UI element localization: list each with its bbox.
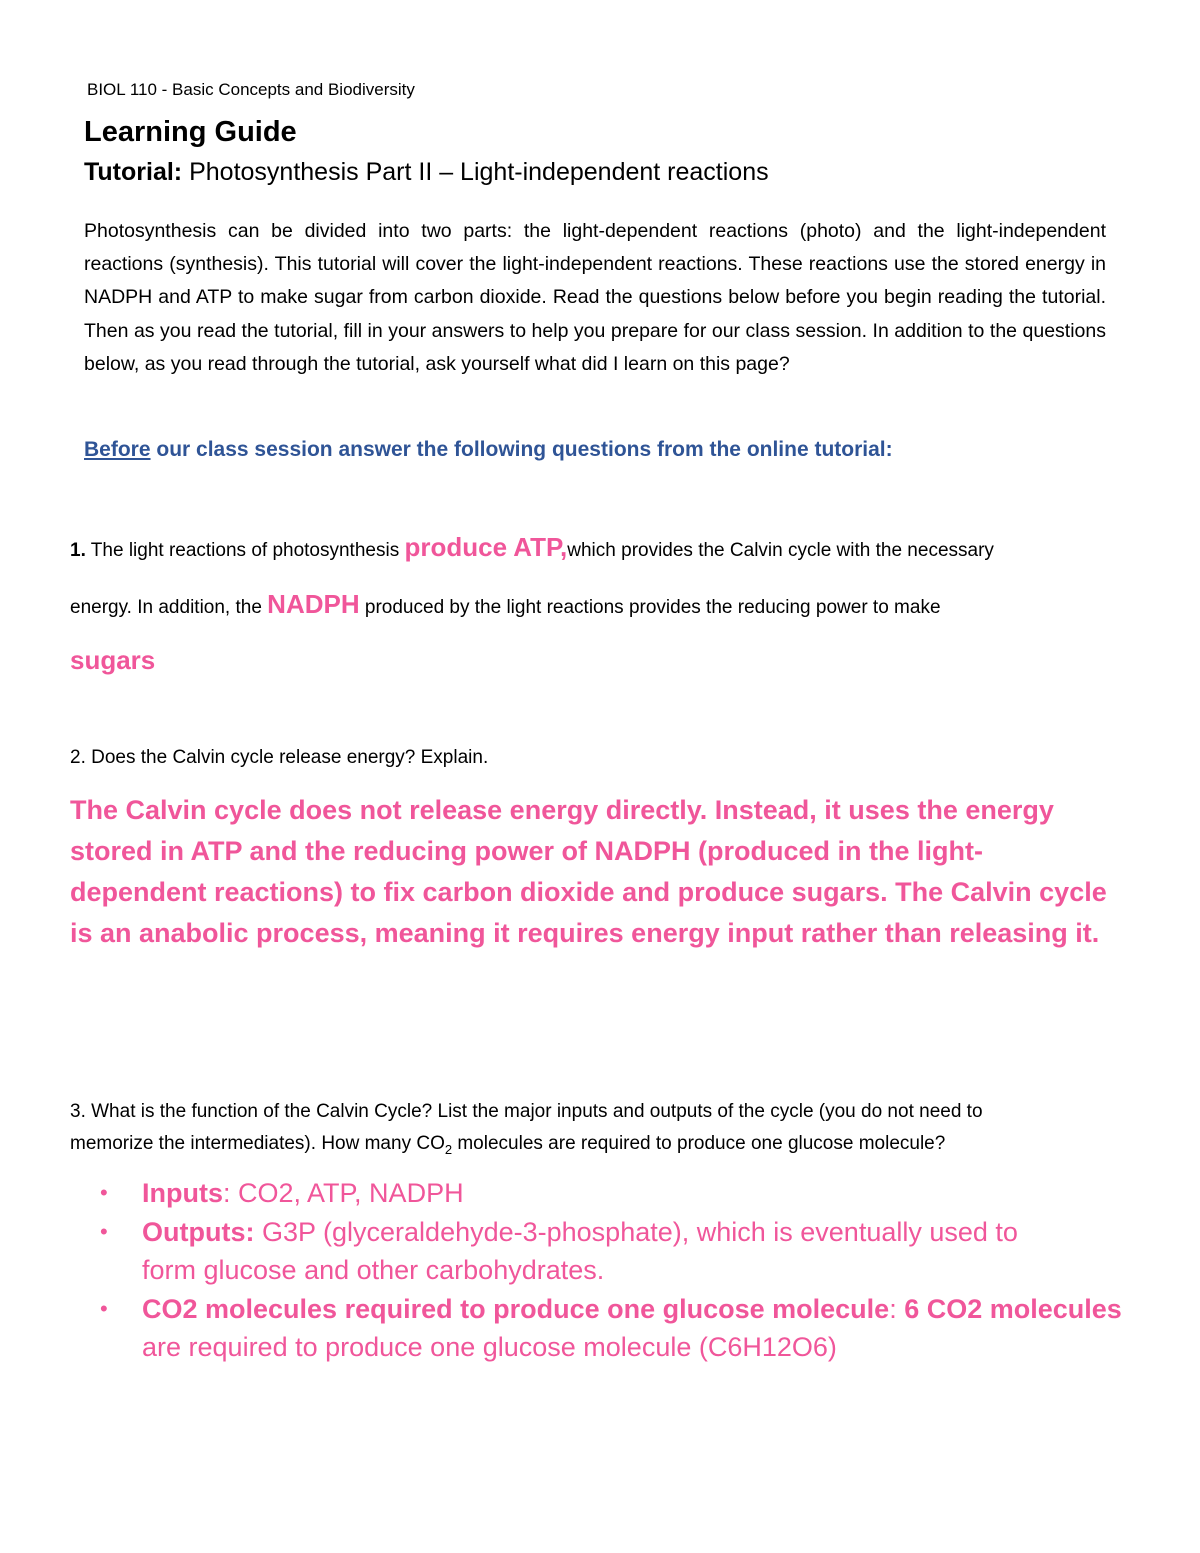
question-1-answer-sugars: sugars [70, 645, 156, 675]
answer-2-line: The Calvin cycle does not release energy directly. Instead, it uses the energy [70, 795, 1054, 825]
subtitle-text: Photosynthesis Part II – Light-independent reactions [182, 158, 769, 186]
bullet-icon: • [100, 1218, 108, 1244]
question-1-line-1 [70, 532, 994, 563]
outputs-text-2: form glucose and other carbohydrates. [142, 1255, 605, 1285]
bullet-icon: • [100, 1180, 108, 1205]
bullet-icon: • [100, 1295, 108, 1321]
question-3-line-1: 3. What is the function of the Calvin Cycle? List the major inputs and outputs of the cycle (you do not need to [70, 1101, 983, 1122]
before-heading [84, 438, 893, 462]
question-3-text-a: memorize the intermediates). How many CO [70, 1133, 445, 1154]
question-3-line-2 [70, 1128, 1130, 1166]
subtitle-label: Tutorial: [84, 158, 183, 186]
list-item-outputs [100, 1213, 1160, 1290]
question-1-line-2 [70, 589, 941, 620]
co2-subscript: 2 [444, 1141, 453, 1157]
question-3-text-b: molecules are required to produce one glucose molecule? [452, 1133, 946, 1154]
course-name: BIOL 110 - Basic Concepts and Biodiversity [87, 80, 415, 99]
answer-2-line: dependent reactions) to fix carbon dioxide and produce sugars. The Calvin cycle [70, 877, 1107, 907]
question-1-answer-nadph: NADPH [267, 589, 360, 619]
list-item-inputs [100, 1174, 1160, 1213]
co2-text: are required to produce one glucose molecule (C6H12O6) [142, 1332, 837, 1362]
question-1-text-a: The light reactions of photosynthesis [85, 540, 405, 561]
question-1-text-b: which provides the Calvin cycle with the necessary [567, 540, 994, 561]
question-1-number: 1. [70, 540, 86, 561]
question-1-answer-atp: produce ATP, [404, 532, 568, 562]
co2-count: 6 CO2 molecules [904, 1293, 1122, 1324]
question-1-text-c: energy. In addition, the [70, 597, 268, 618]
inputs-label: Inputs [142, 1178, 223, 1208]
list-item-co2-required [100, 1290, 1160, 1367]
page-subtitle [84, 158, 769, 187]
intro-paragraph: Photosynthesis can be divided into two parts: the light-dependent reactions (photo) and the light-independent reactions (synthesis). This tutorial will cover the light-independent reactions. These reactions use the stored energy in NADPH and ATP to make sugar from carbon dioxide. Read the questions below before you begin reading the tutorial. Then as you read the tutorial, fill in your answers to help you prepare for our class session. In addition to the questions below, as you read through the tutorial, ask yourself what did I learn on this page? [84, 220, 1106, 375]
before-underlined: Before [84, 438, 151, 461]
question-1-text-d: produced by the light reactions provides the reducing power to make [359, 597, 941, 618]
co2-label: CO2 molecules required to produce one glucose molecule [142, 1293, 890, 1324]
inputs-text: : CO2, ATP, NADPH [223, 1178, 464, 1208]
page-title: Learning Guide [84, 116, 297, 148]
question-2-answer [70, 790, 1150, 954]
answer-2-line: is an anabolic process, meaning it requires energy input rather than releasing it. [70, 918, 1100, 948]
co2-colon: : [889, 1293, 905, 1324]
outputs-text: G3P (glyceraldehyde-3-phosphate), which is eventually used to [254, 1216, 1018, 1247]
question-3 [70, 1096, 1130, 1166]
question-2: 2. Does the Calvin cycle release energy? Explain. [70, 747, 489, 768]
before-rest: our class session answer the following questions from the online tutorial: [150, 438, 893, 461]
question-3-answer-list [100, 1174, 1160, 1367]
answer-2-line: stored in ATP and the reducing power of NADPH (produced in the light- [70, 836, 984, 866]
outputs-label: Outputs: [142, 1216, 255, 1247]
